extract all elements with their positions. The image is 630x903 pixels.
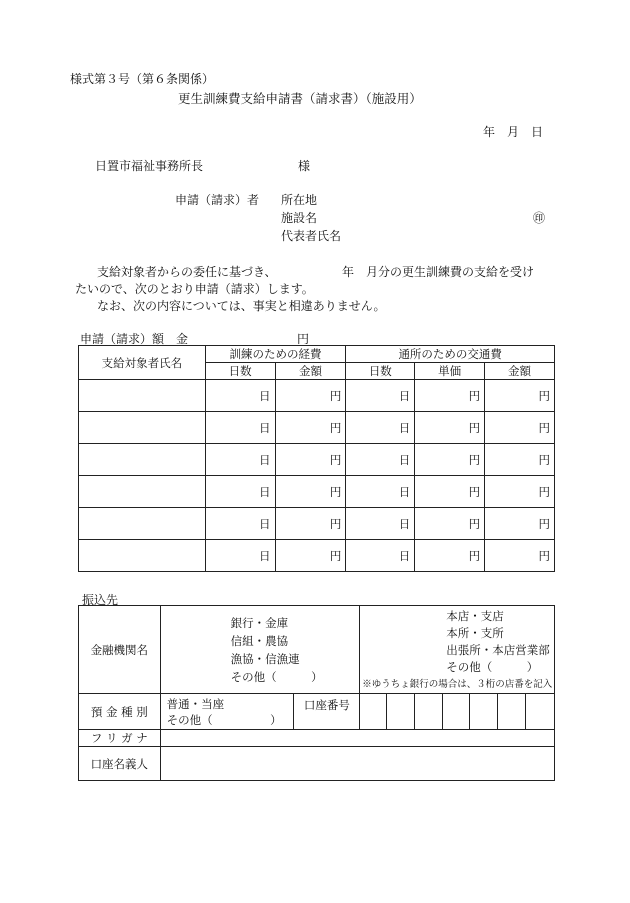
institution-label: 金融機関名 [79, 606, 161, 694]
body-line-2: たいので、次のとおり申請（請求）します。 [75, 282, 314, 296]
training-days-cell[interactable]: 日 [205, 540, 275, 572]
training-expense-table [78, 345, 555, 572]
deposit-type-label: 預 金 種 別 [79, 694, 161, 730]
account-digit-cell[interactable] [387, 694, 415, 730]
account-digit-cell[interactable] [415, 694, 443, 730]
account-digit-cell[interactable] [525, 694, 554, 730]
recipient-name-cell[interactable] [79, 444, 206, 476]
furigana-field[interactable] [160, 730, 554, 747]
bank-section-label: 振込先 [82, 593, 119, 607]
commute-days-cell[interactable]: 日 [346, 540, 415, 572]
addressee-suffix: 様 [298, 159, 311, 173]
commute-unit-price-cell[interactable]: 円 [415, 476, 485, 508]
commute-amount-cell[interactable]: 円 [485, 476, 555, 508]
training-days-cell[interactable]: 日 [205, 476, 275, 508]
col-group-commute: 通所のための交通費 [346, 346, 555, 363]
col-header-unit-price: 単価 [415, 363, 485, 380]
commute-amount-cell[interactable]: 円 [485, 444, 555, 476]
commute-unit-price-cell[interactable]: 円 [415, 380, 485, 412]
training-days-cell[interactable]: 日 [205, 444, 275, 476]
training-amount-cell[interactable]: 円 [275, 412, 346, 444]
table-row [79, 412, 555, 444]
training-days-cell[interactable]: 日 [205, 412, 275, 444]
commute-unit-price-cell[interactable]: 円 [415, 444, 485, 476]
training-amount-cell[interactable]: 円 [275, 476, 346, 508]
address-label: 所在地 [281, 193, 318, 207]
table-row [79, 540, 555, 572]
account-holder-label: 口座名義人 [79, 747, 161, 781]
table-row [79, 444, 555, 476]
recipient-name-cell[interactable] [79, 476, 206, 508]
col-header-name: 支給対象者氏名 [79, 346, 206, 380]
branch-type-option[interactable]: その他（ ） [446, 660, 539, 674]
recipient-name-cell[interactable] [79, 412, 206, 444]
commute-days-cell[interactable]: 日 [346, 412, 415, 444]
account-digit-cell[interactable] [470, 694, 498, 730]
body-line-1a: 支給対象者からの委任に基づき、 [97, 265, 277, 279]
account-digit-cell[interactable] [498, 694, 526, 730]
table-row [79, 476, 555, 508]
deposit-type-option[interactable]: その他（ ） [166, 712, 282, 727]
account-number-label: 口座番号 [294, 694, 360, 730]
account-holder-field[interactable] [160, 747, 554, 781]
furigana-label: フ リ ガ ナ [79, 730, 161, 747]
branch-type-options[interactable] [360, 606, 555, 694]
commute-amount-cell[interactable]: 円 [485, 412, 555, 444]
commute-amount-cell[interactable]: 円 [485, 380, 555, 412]
seal-mark: ㊞ [533, 211, 546, 225]
amount-label: 申請（請求）額 金 [80, 332, 189, 346]
bank-type-option[interactable]: 漁協・信漁連 [230, 651, 300, 666]
form-number: 様式第３号（第６条関係） [70, 72, 215, 86]
col-group-training: 訓練のための経費 [205, 346, 346, 363]
recipient-name-cell[interactable] [79, 540, 206, 572]
deposit-type-option[interactable]: 普通・当座 [166, 696, 225, 711]
body-line-3: なお、次の内容については、事実と相違ありません。 [97, 299, 386, 313]
account-digit-cell[interactable] [443, 694, 470, 730]
bank-type-option[interactable]: 銀行・金庫 [230, 615, 289, 630]
date-field[interactable]: 年 月 日 [483, 125, 544, 139]
addressee: 日置市福祉事務所長 [95, 159, 204, 173]
col-header-days: 日数 [346, 363, 415, 380]
col-header-days: 日数 [205, 363, 275, 380]
commute-amount-cell[interactable]: 円 [485, 540, 555, 572]
body-line-1b: 年 月分の更生訓練費の支給を受け [342, 265, 535, 279]
commute-unit-price-cell[interactable]: 円 [415, 540, 485, 572]
amount-unit: 円 [297, 332, 310, 346]
deposit-type-options[interactable] [160, 694, 294, 730]
representative-label: 代表者氏名 [281, 229, 342, 243]
bank-type-option[interactable]: 信組・農協 [230, 633, 289, 648]
branch-type-option[interactable]: 本店・支店 [446, 609, 504, 623]
bank-type-option[interactable]: その他（ ） [230, 669, 323, 684]
commute-days-cell[interactable]: 日 [346, 444, 415, 476]
commute-days-cell[interactable]: 日 [346, 508, 415, 540]
col-header-amount: 金額 [485, 363, 555, 380]
commute-unit-price-cell[interactable]: 円 [415, 412, 485, 444]
recipient-name-cell[interactable] [79, 380, 206, 412]
yucho-note: ※ゆうちょ銀行の場合は、３桁の店番を記入 [362, 679, 553, 690]
applicant-role-label: 申請（請求）者 [175, 193, 260, 207]
bank-type-options[interactable] [160, 606, 360, 694]
training-amount-cell[interactable]: 円 [275, 540, 346, 572]
commute-days-cell[interactable]: 日 [346, 476, 415, 508]
training-amount-cell[interactable]: 円 [275, 380, 346, 412]
table-row [79, 380, 555, 412]
training-amount-cell[interactable]: 円 [275, 508, 346, 540]
bank-table [78, 605, 555, 781]
branch-type-option[interactable]: 出張所・本店営業部 [446, 643, 550, 657]
col-header-amount: 金額 [275, 363, 346, 380]
training-days-cell[interactable]: 日 [205, 508, 275, 540]
commute-days-cell[interactable]: 日 [346, 380, 415, 412]
commute-amount-cell[interactable]: 円 [485, 508, 555, 540]
branch-type-option[interactable]: 本所・支所 [446, 626, 504, 640]
page-title: 更生訓練費支給申請書（請求書）（施設用） [178, 91, 422, 106]
commute-unit-price-cell[interactable]: 円 [415, 508, 485, 540]
training-amount-cell[interactable]: 円 [275, 444, 346, 476]
facility-name-label: 施設名 [281, 211, 318, 225]
table-row [79, 508, 555, 540]
training-days-cell[interactable]: 日 [205, 380, 275, 412]
recipient-name-cell[interactable] [79, 508, 206, 540]
account-digit-cell[interactable] [360, 694, 387, 730]
